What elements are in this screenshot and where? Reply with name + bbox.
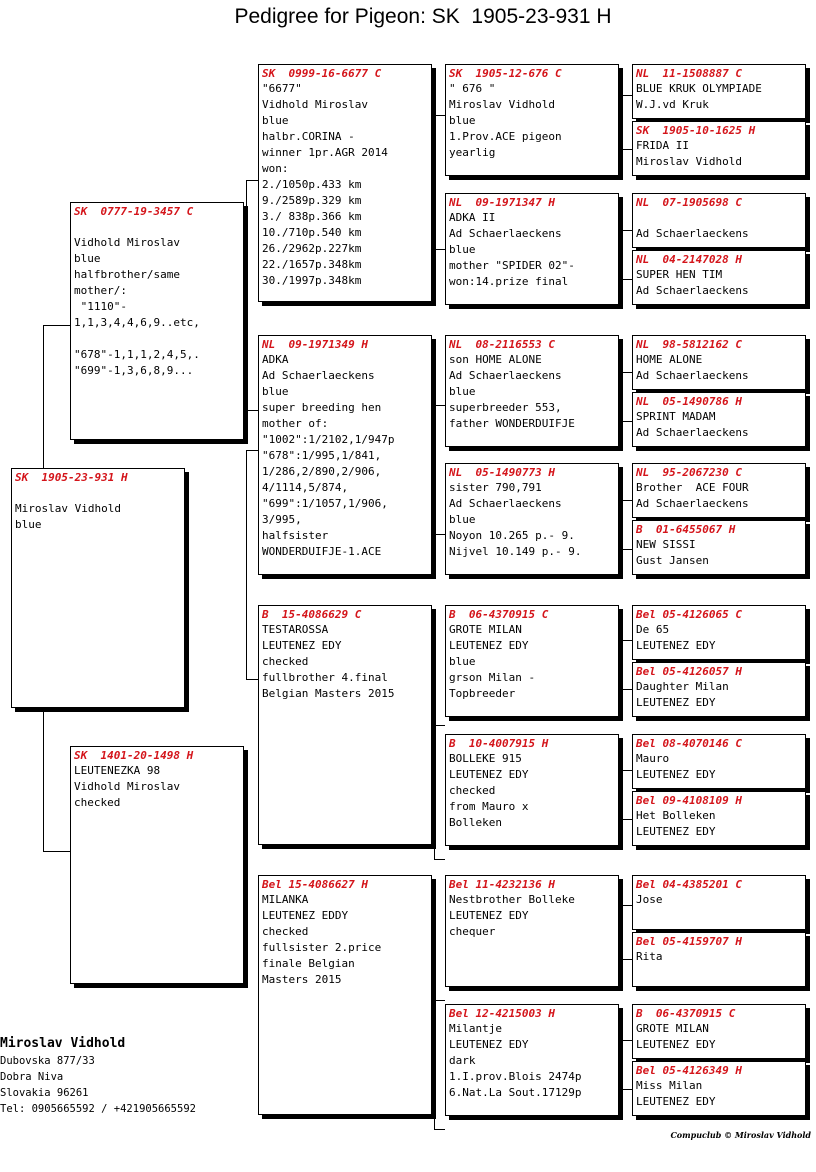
pigeon-info-line: Vidhold Miroslav xyxy=(74,236,180,249)
pigeon-info-line: Noyon 10.265 p.- 9. xyxy=(449,529,575,542)
pigeon-card-dsd xyxy=(445,734,619,846)
pedigree-connector xyxy=(621,770,632,820)
ring-number: NL 11-1508887 C xyxy=(636,67,742,80)
pigeon-info-line: fullsister 2.price xyxy=(262,941,382,954)
pigeon-info-line: checked xyxy=(74,796,121,809)
pigeon-info-line: Ad Schaerlaeckens xyxy=(262,369,375,382)
pigeon-info-line: 22./1657p.348km xyxy=(262,258,362,271)
ring-number: NL 07-1905698 C xyxy=(636,196,742,209)
owner-block xyxy=(0,1035,196,1117)
pigeon-info-line: LEUTENEZ EDDY xyxy=(262,909,349,922)
pigeon-info-line: LEUTENEZ EDY xyxy=(636,1038,716,1051)
pigeon-info-line: Nijvel 10.149 p.- 9. xyxy=(449,545,582,558)
pigeon-info-line: LEUTENEZKA 98 xyxy=(74,764,161,777)
pigeon-info-line: winner 1pr.AGR 2014 xyxy=(262,146,388,159)
pigeon-card-sds xyxy=(445,335,619,447)
pigeon-card-g4-2 xyxy=(632,121,806,176)
pigeon-info-line: Jose xyxy=(636,893,663,906)
ring-number: B 01-6455067 H xyxy=(636,523,736,536)
pigeon-info-line: 1.Prov.ACE pigeon xyxy=(449,130,562,143)
pigeon-info-line: Ad Schaerlaeckens xyxy=(636,426,749,439)
pigeon-info-line: BLUE KRUK OLYMPIADE xyxy=(636,82,762,95)
pigeon-info-line: mother/: xyxy=(74,284,127,297)
pedigree-connector xyxy=(621,905,632,960)
ring-number: Bel 11-4232136 H xyxy=(449,878,555,891)
pigeon-info-line: blue xyxy=(262,114,289,127)
pigeon-card-sd xyxy=(258,335,432,575)
pigeon-info-line: finale Belgian xyxy=(262,957,355,970)
pigeon-card-g4-7 xyxy=(632,463,806,518)
pigeon-card-g4-11 xyxy=(632,734,806,789)
pigeon-info-line: LEUTENEZ EDY xyxy=(449,639,529,652)
pigeon-info-line: LEUTENEZ EDY xyxy=(636,825,716,838)
pigeon-info-line: mother "SPIDER 02"- xyxy=(449,259,575,272)
pedigree-connector xyxy=(621,640,632,690)
ring-number: B 06-4370915 C xyxy=(636,1007,736,1020)
pigeon-card-g4-4 xyxy=(632,250,806,305)
pedigree-connector xyxy=(434,725,445,860)
ring-number: Bel 05-4159707 H xyxy=(636,935,742,948)
pigeon-info-line: LEUTENEZ EDY xyxy=(449,909,529,922)
pigeon-card-dd xyxy=(258,875,432,1115)
pigeon-info-line: Rita xyxy=(636,950,663,963)
pedigree-connector xyxy=(621,230,632,280)
ring-number: Bel 15-4086627 H xyxy=(262,878,368,891)
pigeon-info-line xyxy=(12,485,184,501)
pigeon-card-dss xyxy=(445,605,619,717)
pigeon-info-line: superbreeder 553, xyxy=(449,401,562,414)
pigeon-info-line: MILANKA xyxy=(262,893,309,906)
owner-address-line: Dobra Niva xyxy=(0,1071,64,1083)
pigeon-info-line: blue xyxy=(449,385,476,398)
pigeon-info-line: 4/1114,5/874, xyxy=(262,481,349,494)
pigeon-info-line: 3/995, xyxy=(262,513,302,526)
pigeon-info-line: "1110"- xyxy=(74,300,127,313)
pigeon-card-g4-3 xyxy=(632,193,806,248)
pigeon-info-line: grson Milan - xyxy=(449,671,536,684)
pigeon-info-line: 10./710p.540 km xyxy=(262,226,362,239)
pigeon-card-g4-15 xyxy=(632,1004,806,1059)
pigeon-info-line: Ad Schaerlaeckens xyxy=(449,497,562,510)
pigeon-info-line: Daughter Milan xyxy=(636,680,729,693)
pigeon-info-line: yearlig xyxy=(449,146,496,159)
pigeon-info-line: fullbrother 4.final xyxy=(262,671,388,684)
pigeon-info-line: 1/286,2/890,2/906, xyxy=(262,465,382,478)
pigeon-info-line: halbr.CORINA - xyxy=(262,130,355,143)
pigeon-info-line: LEUTENEZ EDY xyxy=(636,639,716,652)
pigeon-info-line: dark xyxy=(449,1054,476,1067)
pigeon-info-line: blue xyxy=(449,655,476,668)
pigeon-info-line: FRIDA II xyxy=(636,139,689,152)
pigeon-info-line: LEUTENEZ EDY xyxy=(262,639,342,652)
page-title: Pedigree for Pigeon: SK 1905-23-931 H xyxy=(234,5,612,28)
pigeon-info-line: 6.Nat.La Sout.17129p xyxy=(449,1086,582,1099)
pigeon-info-line: Topbreeder xyxy=(449,687,516,700)
pigeon-info-line: LEUTENEZ EDY xyxy=(449,1038,529,1051)
pigeon-info-line: "6677" xyxy=(262,82,302,95)
pigeon-card-ddd xyxy=(445,1004,619,1116)
ring-number: Bel 05-4126065 C xyxy=(636,608,742,621)
pigeon-info-line: WONDERDUIFJE-1.ACE xyxy=(262,545,382,558)
pigeon-info-line: Miroslav Vidhold xyxy=(15,502,121,515)
pigeon-info-line: Ad Schaerlaeckens xyxy=(636,284,749,297)
ring-number: NL 09-1971347 H xyxy=(449,196,555,209)
pigeon-info-line: 3./ 838p.366 km xyxy=(262,210,362,223)
ring-number: NL 98-5812162 C xyxy=(636,338,742,351)
pigeon-info-line: Miroslav Vidhold xyxy=(636,155,742,168)
pigeon-card-sss xyxy=(445,64,619,176)
pigeon-info-line: Ad Schaerlaeckens xyxy=(636,497,749,510)
pigeon-card-g4-14 xyxy=(632,932,806,987)
pigeon-card-sdd xyxy=(445,463,619,575)
pigeon-info-line: sister 790,791 xyxy=(449,481,542,494)
pigeon-info-line: "699"-1,3,6,8,9... xyxy=(74,364,194,377)
ring-number: NL 04-2147028 H xyxy=(636,253,742,266)
pigeon-info-line: HOME ALONE xyxy=(636,353,703,366)
pigeon-card-g4-6 xyxy=(632,392,806,447)
ring-number: Bel 12-4215003 H xyxy=(449,1007,555,1020)
pigeon-card-g4-9 xyxy=(632,605,806,660)
pigeon-info-line: GROTE MILAN xyxy=(449,623,522,636)
pigeon-info-line: " 676 " xyxy=(449,82,496,95)
pigeon-info-line: mother of: xyxy=(262,417,329,430)
pigeon-card-g4-1 xyxy=(632,64,806,119)
pigeon-card-g4-10 xyxy=(632,662,806,717)
pigeon-info-line: son HOME ALONE xyxy=(449,353,542,366)
pigeon-info-line: Ad Schaerlaeckens xyxy=(636,227,749,240)
pigeon-info-line: Het Bolleken xyxy=(636,809,716,822)
pigeon-info-line: BOLLEKE 915 xyxy=(449,752,522,765)
pedigree-connector xyxy=(434,115,445,250)
pigeon-card-ss xyxy=(258,64,432,302)
pigeon-info-line: Miss Milan xyxy=(636,1079,703,1092)
pigeon-card-subject xyxy=(11,468,185,708)
pedigree-connector xyxy=(434,405,445,535)
pigeon-info-line: father WONDERDUIFJE xyxy=(449,417,575,430)
pigeon-info-line: 1.I.prov.Blois 2474p xyxy=(449,1070,582,1083)
pigeon-info-line xyxy=(633,210,805,226)
pigeon-info-line xyxy=(71,331,243,347)
pigeon-info-line: "678"-1,1,1,2,4,5,. xyxy=(74,348,200,361)
pigeon-info-line: Belgian Masters 2015 xyxy=(262,687,395,700)
pigeon-info-line: halfbrother/same xyxy=(74,268,180,281)
pigeon-info-line: won: xyxy=(262,162,289,175)
pigeon-info-line: LEUTENEZ EDY xyxy=(636,1095,716,1108)
pigeon-card-g4-8 xyxy=(632,520,806,575)
pigeon-info-line: halfsister xyxy=(262,529,329,542)
owner-address-line: Dubovska 877/33 xyxy=(0,1055,95,1067)
pigeon-card-g4-12 xyxy=(632,791,806,846)
pigeon-info-line: ADKA xyxy=(262,353,289,366)
pigeon-info-line: LEUTENEZ EDY xyxy=(449,768,529,781)
pigeon-card-dam xyxy=(70,746,244,984)
ring-number: B 10-4007915 H xyxy=(449,737,549,750)
pigeon-info-line: "699":1/1057,1/906, xyxy=(262,497,388,510)
ring-number: Bel 09-4108109 H xyxy=(636,794,742,807)
pigeon-info-line: SPRINT MADAM xyxy=(636,410,716,423)
pigeon-info-line: blue xyxy=(15,518,42,531)
ring-number: NL 09-1971349 H xyxy=(262,338,368,351)
pigeon-info-line: "678":1/995,1/841, xyxy=(262,449,382,462)
ring-number: NL 05-1490786 H xyxy=(636,395,742,408)
pigeon-info-line: chequer xyxy=(449,925,496,938)
ring-number: Bel 05-4126349 H xyxy=(636,1064,742,1077)
pigeon-info-line: Nestbrother Bolleke xyxy=(449,893,575,906)
pigeon-info-line: blue xyxy=(74,252,101,265)
pigeon-info-line: LEUTENEZ EDY xyxy=(636,768,716,781)
owner-name: Miroslav Vidhold xyxy=(0,1036,126,1051)
pigeon-info-line: checked xyxy=(262,925,309,938)
pigeon-info-line: Gust Jansen xyxy=(636,554,709,567)
pigeon-info-line: 30./1997p.348km xyxy=(262,274,362,287)
pigeon-info-line: 9./2589p.329 km xyxy=(262,194,362,207)
pigeon-info-line: De 65 xyxy=(636,623,670,636)
ring-number: SK 1905-10-1625 H xyxy=(636,124,756,137)
pigeon-info-line: blue xyxy=(262,385,289,398)
pigeon-card-sire xyxy=(70,202,244,440)
pedigree-connector xyxy=(621,500,632,550)
pigeon-info-line: checked xyxy=(262,655,309,668)
pigeon-info-line: Milantje xyxy=(449,1022,502,1035)
pigeon-info-line: Miroslav Vidhold xyxy=(449,98,555,111)
pigeon-info-line: Mauro xyxy=(636,752,670,765)
pigeon-info-line: from Mauro x xyxy=(449,800,529,813)
pigeon-info-line: Masters 2015 xyxy=(262,973,342,986)
pigeon-info-line: NEW SISSI xyxy=(636,538,696,551)
pigeon-info-line: "1002":1/2102,1/947p xyxy=(262,433,395,446)
pigeon-info-line: LEUTENEZ EDY xyxy=(636,696,716,709)
owner-phone: Tel: 0905665592 / +421905665592 xyxy=(0,1103,196,1115)
pigeon-info-line: Vidhold Miroslav xyxy=(74,780,180,793)
owner-address-line: Slovakia 96261 xyxy=(0,1087,89,1099)
pigeon-info-line: ADKA II xyxy=(449,211,496,224)
pigeon-info-line: 2./1050p.433 km xyxy=(262,178,362,191)
pigeon-info-line: Vidhold Miroslav xyxy=(262,98,368,111)
pigeon-card-ssd xyxy=(445,193,619,305)
pigeon-card-g4-13 xyxy=(632,875,806,930)
ring-number: Bel 08-4070146 C xyxy=(636,737,742,750)
ring-number: B 15-4086629 C xyxy=(262,608,362,621)
pedigree-connector xyxy=(246,180,258,411)
pigeon-info-line: blue xyxy=(449,243,476,256)
ring-number: SK 0777-19-3457 C xyxy=(74,205,194,218)
pigeon-info-line: Ad Schaerlaeckens xyxy=(449,227,562,240)
pigeon-info-line: GROTE MILAN xyxy=(636,1022,709,1035)
pigeon-card-g4-16 xyxy=(632,1061,806,1116)
pigeon-info-line: Brother ACE FOUR xyxy=(636,481,749,494)
ring-number: Bel 05-4126057 H xyxy=(636,665,742,678)
ring-number: SK 1401-20-1498 H xyxy=(74,749,194,762)
pedigree-connector xyxy=(434,1000,445,1130)
ring-number: B 06-4370915 C xyxy=(449,608,549,621)
footer-credit: Compuclub © Miroslav Vidhold xyxy=(670,1130,811,1140)
pigeon-card-ds xyxy=(258,605,432,845)
pigeon-card-dds xyxy=(445,875,619,987)
ring-number: SK 1905-12-676 C xyxy=(449,67,562,80)
pigeon-card-g4-5 xyxy=(632,335,806,390)
pigeon-info-line: 26./2962p.227km xyxy=(262,242,362,255)
pigeon-info-line: Ad Schaerlaeckens xyxy=(449,369,562,382)
pedigree-connector xyxy=(621,372,632,422)
pigeon-info-line: Ad Schaerlaeckens xyxy=(636,369,749,382)
pigeon-info-line: Bolleken xyxy=(449,816,502,829)
pedigree-connector xyxy=(246,450,258,680)
pigeon-info-line: W.J.vd Kruk xyxy=(636,98,709,111)
pigeon-info-line: checked xyxy=(449,784,496,797)
ring-number: NL 08-2116553 C xyxy=(449,338,555,351)
pigeon-info-line: TESTAROSSA xyxy=(262,623,329,636)
pedigree-connector xyxy=(621,1040,632,1090)
pigeon-info-line: blue xyxy=(449,114,476,127)
ring-number: NL 05-1490773 H xyxy=(449,466,555,479)
ring-number: NL 95-2067230 C xyxy=(636,466,742,479)
ring-number: SK 0999-16-6677 C xyxy=(262,67,382,80)
ring-number: Bel 04-4385201 C xyxy=(636,878,742,891)
pigeon-info-line: 1,1,3,4,4,6,9..etc, xyxy=(74,316,200,329)
pigeon-info-line: blue xyxy=(449,513,476,526)
pigeon-info-line: SUPER HEN TIM xyxy=(636,268,723,281)
ring-number: SK 1905-23-931 H xyxy=(15,471,128,484)
pigeon-info-line: super breeding hen xyxy=(262,401,382,414)
pigeon-info-line: won:14.prize final xyxy=(449,275,569,288)
pigeon-info-line xyxy=(71,219,243,235)
pedigree-connector xyxy=(621,95,632,150)
